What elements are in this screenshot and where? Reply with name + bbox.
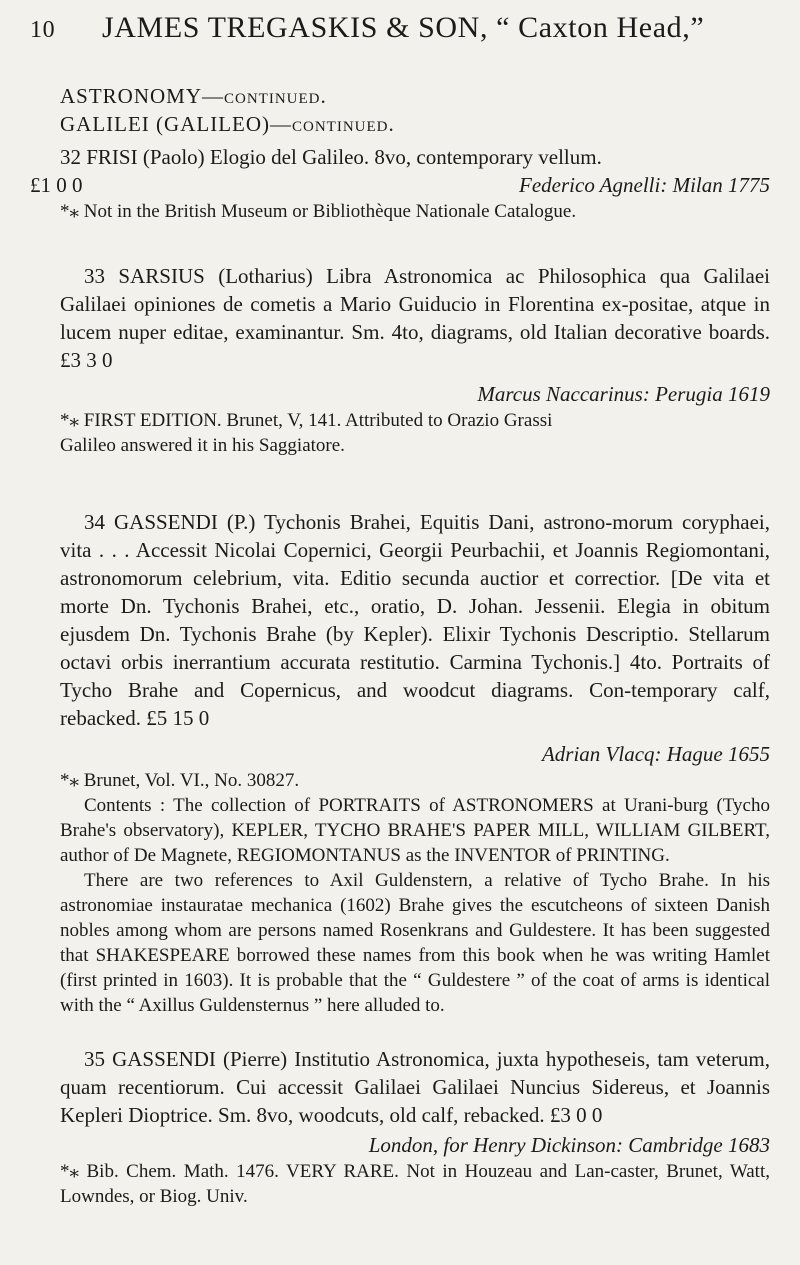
entry-33-note-1: *⁎ FIRST EDITION. Brunet, V, 141. Attributed to Orazio Grassi [60, 410, 553, 431]
entry-33-note-2: Galileo answered it in his Saggiatore. [60, 435, 345, 456]
running-head [30, 8, 800, 50]
section-continued-2: GALILEI (GALILEO)—continued. [60, 112, 395, 136]
entry-34-contents: Contents : The collection of PORTRAITS of ASTRONOMERS at Urani-burg (Tycho Brahe's observatory), KEPLER, TYCHO BRAHE'S PAPER MILL, WILLIAM GILBERT, author of De Magnete, REGIOMONTANUS as the INVENTOR of PRINTING. [60, 795, 770, 866]
entry-32-heading: 32 FRISI (Paolo) Elogio del Galileo. 8vo, contemporary vellum. [60, 145, 602, 169]
entry-33-imprint: Marcus Naccarinus: Perugia 1619 [477, 382, 770, 406]
entry-33-text: 33 SARSIUS (Lotharius) Libra Astronomica ac Philosophica qua Galilaei Galilaei opiniones de cometis a Mario Guiducio in Florentina ex-positae, atque in lucem nuper editae, examinantur. Sm. 4to, diagrams, old Italian decorative boards. £3 3 0 [60, 264, 770, 372]
entry-34 [60, 508, 770, 1018]
running-head-title: JAMES TREGASKIS & SON, “ Caxton Head,” [102, 11, 705, 44]
page-number: 10 [30, 17, 56, 43]
entry-34-imprint: Adrian Vlacq: Hague 1655 [541, 742, 770, 766]
entry-33 [60, 262, 770, 458]
entry-32-note: *⁎ Not in the British Museum or Bibliothèque Nationale Catalogue. [60, 201, 577, 222]
entry-35-text: 35 GASSENDI (Pierre) Institutio Astronomica, juxta hypotheseis, tam veterum, quam recentiorum. Cui accessit Galilaei Galilaei Nuncius Sidereus, et Joannis Kepleri Dioptrice. Sm. 8vo, woodcuts, old calf, rebacked. £3 0 0 [60, 1047, 770, 1127]
entry-35-note: *⁎ Bib. Chem. Math. 1476. VERY RARE. Not in Houzeau and Lan-caster, Brunet, Watt, Lowndes, or Biog. Univ. [60, 1161, 770, 1207]
entry-35 [60, 1045, 770, 1209]
entry-32-imprint: Federico Agnelli: Milan 1775 [519, 173, 770, 197]
entry-34-text: 34 GASSENDI (P.) Tychonis Brahei, Equitis Dani, astrono-morum coryphaei, vita . . . Accessit Nicolai Copernici, Georgii Peurbachii, et Joannis Regiomontani, astronomorum celebrium, vita. Editio secunda auctior et correctior. [De vita et morte Dn. Tychonis Brahei, etc., oratio, D. Johan. Jessenii. Elegia in obitum ejusdem Dn. Tychonis Brahe (by Kepler). Elixir Tychonis Descriptio. Stellarum octavi orbis inerrantium accurata restitutio. Carmina Tychonis.] 4to. Portraits of Tycho Brahe and Copernicus, and woodcut diagrams. Con-temporary calf, rebacked. £5 15 0 [60, 510, 770, 730]
entry-35-imprint: London, for Henry Dickinson: Cambridge 1683 [368, 1133, 770, 1157]
entry-32-price: £1 0 0 [30, 173, 83, 197]
entry-34-note: *⁎ Brunet, Vol. VI., No. 30827. [60, 770, 300, 791]
entry-34-comment: There are two references to Axil Guldenstern, a relative of Tycho Brahe. In his astronomiae instauratae mechanica (1602) Brahe gives the escutcheons of sixteen Danish nobles among whom are persons named Rosenkrans and Guldestere. It has been suggested that SHAKESPEARE borrowed these names from this book when he was writing Hamlet (first printed in 1603). It is probable that the “ Guldestere ” of the coat of arms is identical with the “ Axillus Guldensternus ” here alluded to. [60, 870, 770, 1016]
section-continued-1: ASTRONOMY—continued. [60, 84, 327, 108]
entry-32 [30, 143, 770, 224]
